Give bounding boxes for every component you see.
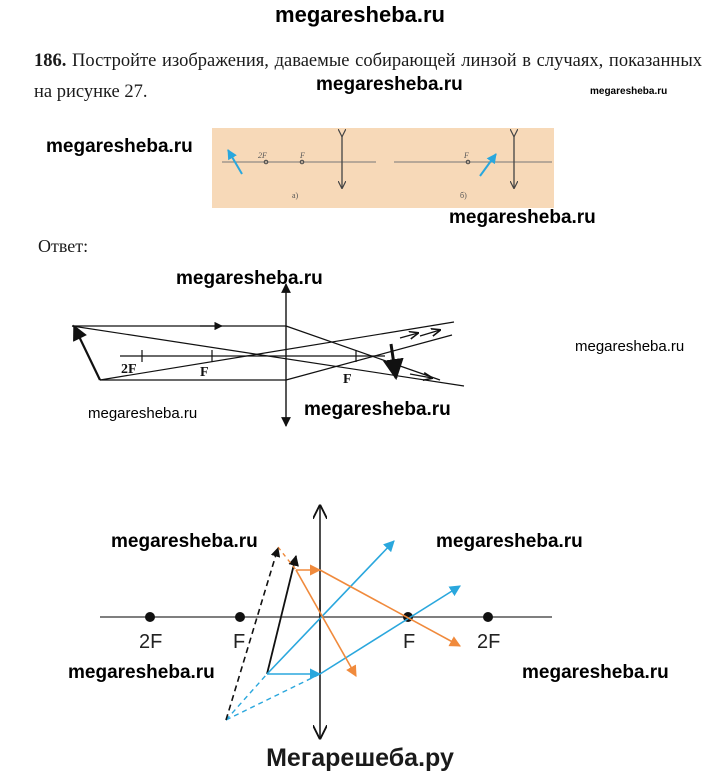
label-f-a: F [300, 151, 305, 160]
watermark: megaresheba.ru [68, 662, 215, 683]
label-f-right-1: F [343, 372, 352, 387]
watermark: megaresheba.ru [449, 207, 596, 228]
ray-blue-dashed-2 [226, 674, 320, 720]
label-2f-left-2: 2F [139, 631, 163, 653]
object-arrow-2 [267, 556, 296, 674]
caption-b: б) [460, 191, 467, 200]
ray-orange-refracted [320, 570, 460, 646]
label-2f-a: 2F [258, 151, 267, 160]
point-2f-left [145, 612, 155, 622]
ray-orange-dashed [278, 547, 296, 570]
watermark: megaresheba.ru [590, 86, 668, 97]
label-2f-right-2: 2F [477, 631, 501, 653]
watermark: megaresheba.ru [88, 405, 198, 422]
label-f-left-1: F [200, 365, 209, 380]
task-body: Постройте изображения, даваемые собирающей линзой в случаях, показанных на рисунке 27. [34, 51, 702, 102]
watermark: megaresheba.ru [176, 268, 323, 289]
watermark: megaresheba.ru [522, 662, 669, 683]
watermark: megaresheba.ru [436, 531, 583, 552]
watermark: megaresheba.ru [46, 136, 193, 157]
task-number: 186. [34, 51, 67, 71]
label-f-left-2: F [233, 631, 246, 653]
ray-blue-refracted [320, 586, 460, 674]
answer-label: Ответ: [38, 236, 89, 256]
watermark-top: megaresheba.ru [275, 2, 445, 27]
point-2f-right [483, 612, 493, 622]
footer-brand: Мегарешеба.ру [266, 744, 454, 772]
caption-a: а) [292, 191, 299, 200]
watermark: megaresheba.ru [111, 531, 258, 552]
ray-blue-center [267, 541, 394, 674]
ray-orange-center [296, 570, 356, 676]
label-2f-1: 2F [121, 362, 137, 377]
watermark: megaresheba.ru [304, 399, 451, 420]
label-f-right-2: F [403, 631, 416, 653]
point-f-left [235, 612, 245, 622]
watermark: megaresheba.ru [316, 74, 463, 95]
watermark: megaresheba.ru [575, 338, 685, 355]
label-f-b: F [464, 151, 469, 160]
